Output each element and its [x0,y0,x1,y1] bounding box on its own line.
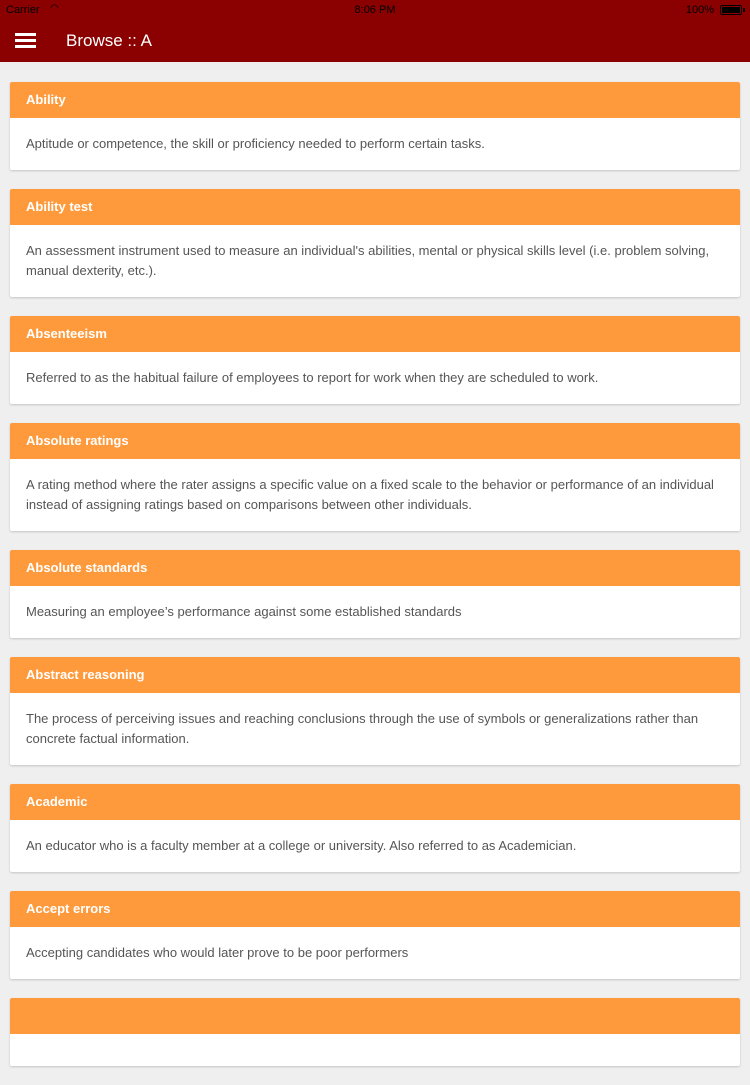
term-card[interactable] [10,998,740,1066]
term-title[interactable]: Absolute ratings [10,423,740,459]
term-card[interactable] [10,657,740,765]
term-title[interactable]: Ability [10,82,740,118]
term-title[interactable] [10,998,740,1034]
status-time: 8:06 PM [354,4,396,16]
term-title[interactable]: Absenteeism [10,316,740,352]
term-definition: A rating method where the rater assigns a specific value on a fixed scale to the behavior or performance of an individual instead of assigning ratings based on comparisons between other individuals. [26,477,714,512]
term-card[interactable] [10,891,740,979]
carrier-label: Carrier [6,4,40,16]
term-title[interactable]: Ability test [10,189,740,225]
battery-percent: 100% [685,4,714,16]
term-card[interactable] [10,423,740,531]
term-definition: Referred to as the habitual failure of employees to report for work when they are scheduled to work. [26,370,599,385]
term-card[interactable] [10,784,740,872]
term-definition: An assessment instrument used to measure an individual's abilities, mental or physical skills level (i.e. problem solving, manual dexterity, etc.). [26,243,710,278]
term-title[interactable]: Accept errors [10,891,740,927]
term-title[interactable]: Abstract reasoning [10,657,740,693]
term-definition: Aptitude or competence, the skill or proficiency needed to perform certain tasks. [26,136,485,151]
wifi-icon: ◠ [50,3,59,14]
term-title[interactable]: Academic [10,784,740,820]
page-title: Browse :: A [66,31,152,50]
term-card[interactable] [10,316,740,404]
term-definition: The process of perceiving issues and reaching conclusions through the use of symbols or generalizations rather than concrete factual information. [26,711,699,746]
term-definition: Measuring an employee’s performance against some established standards [26,604,462,619]
app-header [0,0,750,62]
term-definition: An educator who is a faculty member at a college or university. Also referred to as Academician. [26,838,577,853]
status-bar [0,0,750,20]
term-card[interactable] [10,189,740,297]
hamburger-menu-icon[interactable] [10,26,42,56]
term-card[interactable] [10,82,740,170]
terms-list [10,82,740,1085]
term-title[interactable]: Absolute standards [10,550,740,586]
term-definition: Accepting candidates who would later prove to be poor performers [26,945,409,960]
term-definition [10,1034,740,1066]
term-card[interactable] [10,550,740,638]
battery-icon [720,5,742,15]
